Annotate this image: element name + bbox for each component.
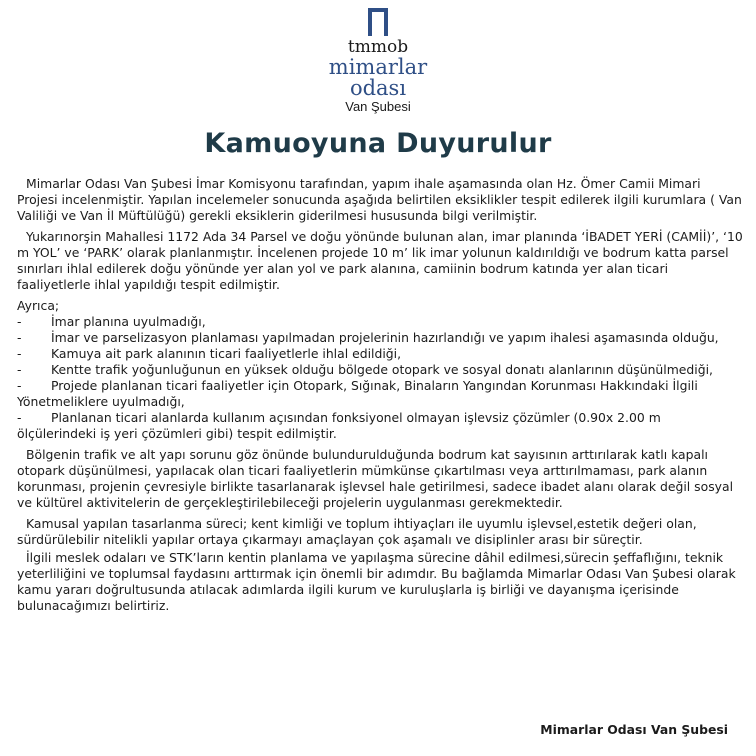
list-item: - İmar planına uyulmadığı, <box>17 314 206 329</box>
list-item: - Planlanan ticari alanlarda kullanım açısından fonksiyonel olmayan işlevsiz çözümler (0.90x 2.00 m ölçülerindeki iş yeri çözümleri gibi) tespit edilmiştir. <box>17 410 661 441</box>
logo-odasi: odası <box>349 76 407 100</box>
paragraph-cooperation: İlgili meslek odaları ve STK’ların kentin planlama ve yapılaşma sürecine dâhil edilmesi,sürecin şeffaflığını, teknik yeterliliğini ve toplumsal faydasını arttırmak için önemli bir adımdır. Bu bağlamda Mimarlar Odası Van Şubesi olarak kamu yararı doğrultusunda atılacak adımlarda ilgili kurum ve kuruluşlarla iş birliği ve dayanışma içerisinde bulunacağımızı belirtiriz. <box>17 550 736 613</box>
page-title: Kamuoyuna Duyurulur <box>204 128 552 159</box>
logo-branch: Van Şubesi <box>345 99 411 114</box>
list-item: - İmar ve parselizasyon planlaması yapılmadan projelerinin hazırlandığı ve yapım ihalesi aşamasında olduğu, <box>17 330 719 345</box>
paragraph-design-process: Kamusal yapılan tasarlanma süreci; kent kimliği ve toplum ihtiyaçları ile uyumlu işlevsel,estetik değeri olan, sürdürülebilir nitelikli yapılar ortaya çıkarmayı amaçlayan çok aşamalı ve disiplinler arası bir süreçtir. <box>17 516 697 547</box>
announcement-body <box>17 176 743 619</box>
signature: Mimarlar Odası Van Şubesi <box>540 722 728 737</box>
paragraph-intro: Mimarlar Odası Van Şubesi İmar Komisyonu tarafından, yapım ihale aşamasında olan Hz. Ömer Camii Mimari Projesi incelenmiştir. Yapılan incelemeler sonucunda aşağıda belirtilen eksiklikler tespit edilerek ilgili kurumlara ( Van Valiliği ve Van İl Müftülüğü) gerekli eksiklerin giderilmesi hususunda bilgi verilmiştir. <box>17 176 742 223</box>
list-item: - Projede planlanan ticari faaliyetler için Otopark, Sığınak, Binaların Yangından Korunması Hakkındaki İlgili Yönetmeliklere uyulmadığı, <box>17 378 698 409</box>
deficiency-list <box>17 314 743 442</box>
paragraph-ayrica: Ayrıca; <box>17 298 60 313</box>
list-item: - Kamuya ait park alanının ticari faaliyetlerle ihlal edildiği, <box>17 346 402 361</box>
logo-mimarlar: mimarlar <box>328 55 428 79</box>
list-item: - Kentte trafik yoğunluğunun en yüksek olduğu bölgede otopark ve sosyal donatı alanlarının düşünülmediği, <box>17 362 713 377</box>
paragraph-parcel: Yukarınorşin Mahallesi 1172 Ada 34 Parsel ve doğu yönünde bulunan alan, imar planında ‘İBADET YERİ (CAMİİ)’, ‘10 m YOL’ ve ‘PARK’ olarak planlanmıştır. İncelenen projede 10 m’ lik imar yolunun kaldırıldığı ve bodrum katta parsel sınırları ihlal edilerek doğu yönünde yer alan yol ve park alanına, camiinin bodrum katında yer alan ticari faaliyetlerle ihlal yapıldığı tespit edilmiştir. <box>17 229 743 292</box>
logo-tmmob: tmmob <box>347 37 409 57</box>
door-frame-icon <box>368 8 388 36</box>
paragraph-recommendation: Bölgenin trafik ve alt yapı sorunu göz önünde bulundurulduğunda bodrum kat sayısının arttırılarak katlı kapalı otopark düşünülmesi, yapılacak olan ticari faaliyetlerin mümkünse çıkartılması veya arttırılmaması, park alanın korunması, projenin çevresiyle birlikte tasarlanarak işlevsel hale getirilmesi, sadece ibadet alanı olarak değil sosyal ve kültürel aktivitelerin de gerçekleştirilebileceği projelerin uygulanması gerekmektedir. <box>17 447 734 510</box>
logo <box>0 8 756 118</box>
